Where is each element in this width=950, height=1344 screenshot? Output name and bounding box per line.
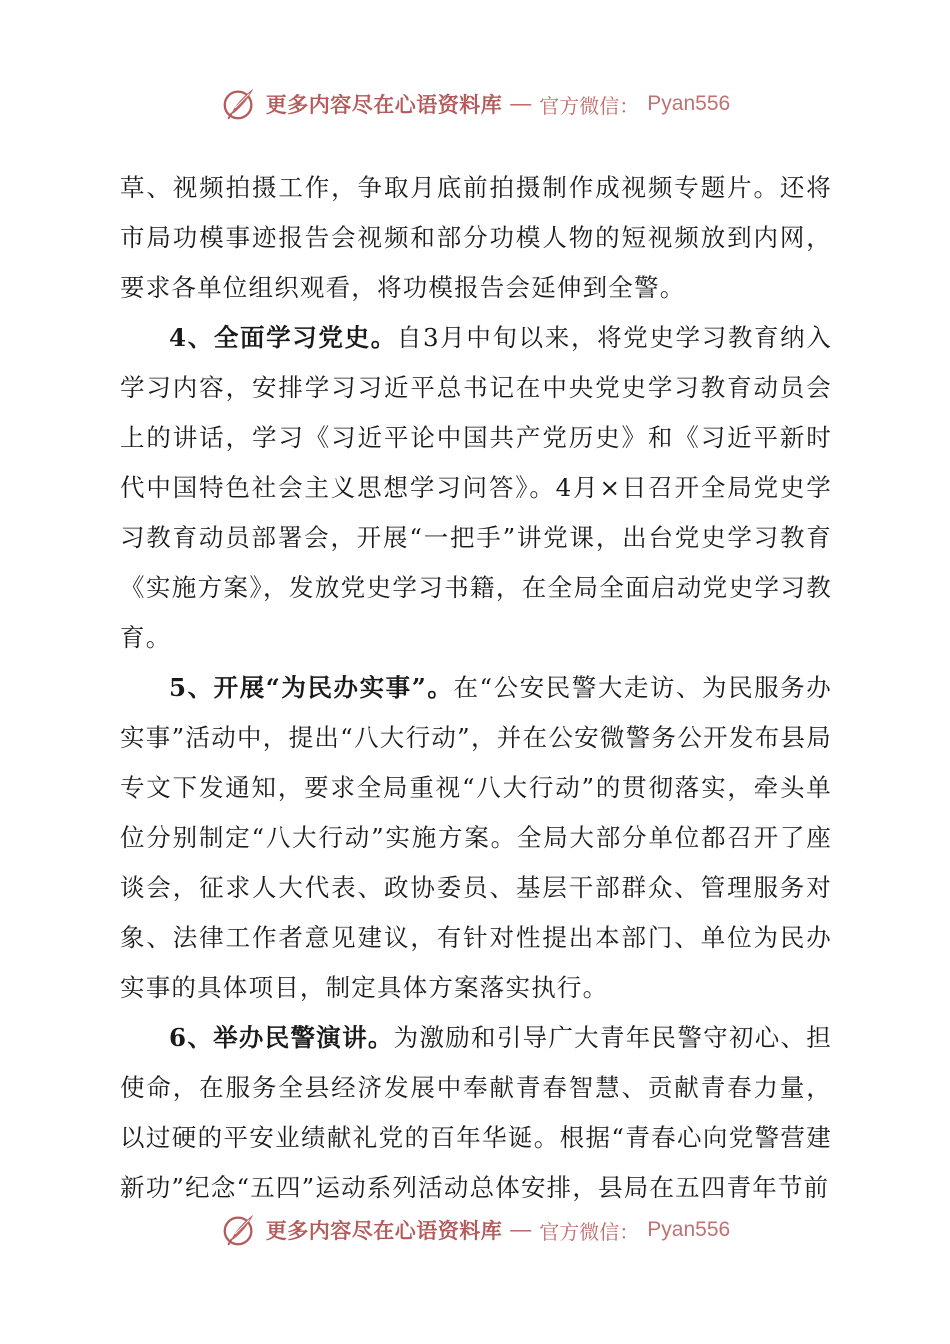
- paragraph-text: 自3月中旬以来，将党史学习教育纳入学习内容，安排学习习近平总书记在中央党史学习教育动员会上的讲话，学习《习近平论中国共产党历史》和《习近平新时代中国特色社会主义思想学习问答》。4月×日召开全局党史学习教育动员部署会，开展“一把手”讲党课，出台党史学习教育《实施方案》，发放党史学习书籍，在全局全面启动党史学习教育。: [120, 323, 832, 652]
- watermark-contact-label: 官方微信：: [539, 1219, 640, 1244]
- paragraph-speech-contest: [120, 1013, 832, 1213]
- paragraph-text: 在“公安民警大走访、为民服务办实事”活动中，提出“八大行动”，并在公安微警务公开发布县局专文下发通知，要求全局重视“八大行动”的贯彻落实，牵头单位分别制定“八大行动”实施方案。全局大部分单位都召开了座谈会，征求人大代表、政协委员、基层干部群众、管理服务对象、法律工作者意见建议，有针对性提出本部门、单位为民办实事的具体项目，制定具体方案落实执行。: [120, 673, 832, 1002]
- paragraph-text: 草、视频拍摄工作，争取月底前拍摄制作成视频专题片。还将市局功模事迹报告会视频和部分功模人物的短视频放到内网，要求各单位组织观看，将功模报告会延伸到全警。: [120, 173, 832, 302]
- paragraph-heading: 6、举办民警演讲。: [169, 1023, 394, 1052]
- paragraph-heading: 5、开展“为民办实事”。: [169, 673, 454, 702]
- paragraph-party-history: [120, 313, 832, 663]
- header-watermark: [0, 82, 950, 126]
- quill-pen-logo-icon: [220, 85, 258, 123]
- watermark-contact-id: Pyan556: [647, 1218, 731, 1241]
- document-body: [120, 163, 832, 1213]
- footer-watermark: [0, 1208, 950, 1252]
- watermark-separator: —: [510, 1218, 532, 1241]
- watermark-brand: 更多内容尽在心语资料库: [265, 1218, 503, 1243]
- watermark-separator: —: [510, 92, 532, 115]
- paragraph-continuation: [120, 163, 832, 313]
- quill-pen-logo-icon: [220, 1211, 258, 1249]
- watermark-contact-id: Pyan556: [647, 92, 731, 115]
- paragraph-serve-people: [120, 663, 832, 1013]
- paragraph-heading: 4、全面学习党史。: [169, 323, 397, 352]
- watermark-brand: 更多内容尽在心语资料库: [265, 92, 503, 117]
- paragraph-text: 为激励和引导广大青年民警守初心、担使命，在服务全县经济发展中奉献青春智慧、贡献青春力量，以过硬的平安业绩献礼党的百年华诞。根据“青春心向党警营建新功”纪念“五四”运动系列活动总体安排，县局在五四青年节前: [120, 1023, 832, 1202]
- watermark-contact-label: 官方微信：: [539, 93, 640, 118]
